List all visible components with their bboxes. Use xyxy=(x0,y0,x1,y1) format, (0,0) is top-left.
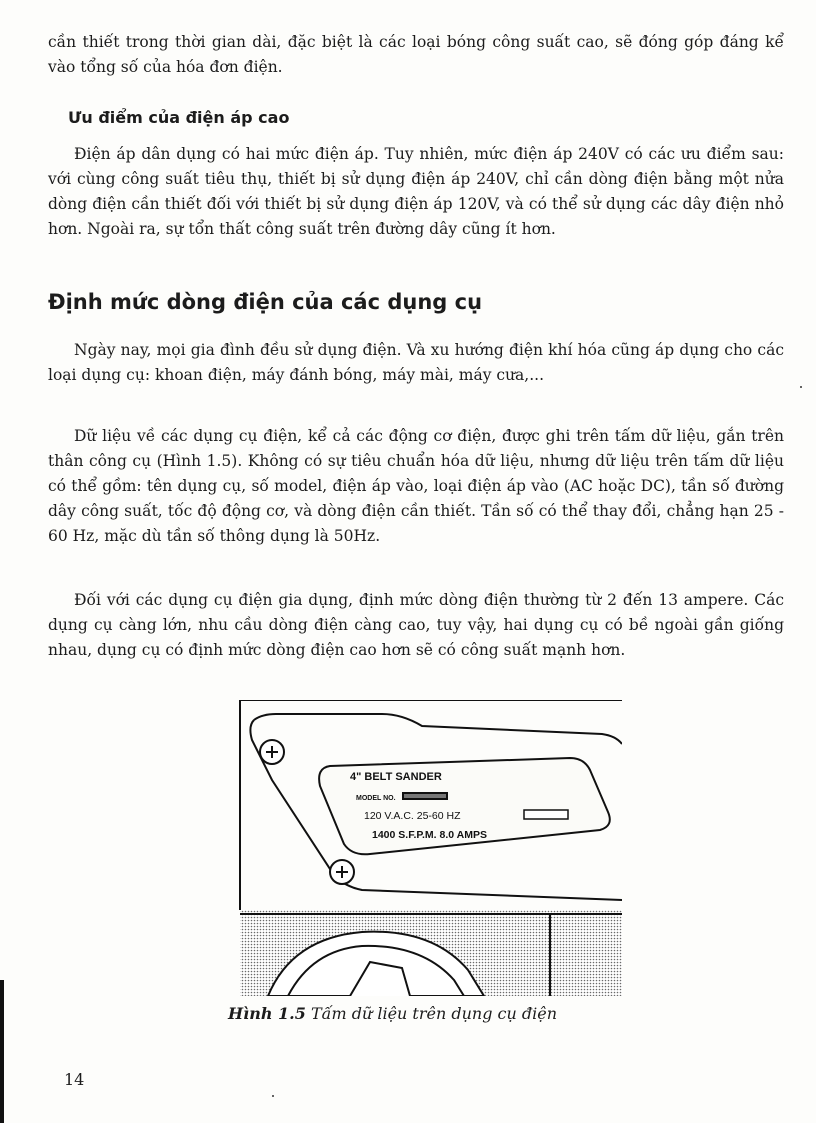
figure-caption-text: Tấm dữ liệu trên dụng cụ điện xyxy=(305,1004,558,1023)
paragraph-current-range: Đối với các dụng cụ điện gia dụng, định mức dòng điện thường từ 2 đến 13 ampere. Các dụng cụ càng lớn, nhu cầu dòng điện càng cao, tuy vậy, hai dụng cụ có bề ngoài gần giống nhau, dụng cụ có định mức dòng điện cao hơn sẽ có công suất mạnh hơn. xyxy=(48,591,784,659)
paragraph-data-plate: Dữ liệu về các dụng cụ điện, kể cả các động cơ điện, được ghi trên tấm dữ liệu, gắn trên thân công cụ (Hình 1.5). Không có sự tiêu chuẩn hóa dữ liệu, nhưng dữ liệu trên tấm dữ liệu có thể gồm: tên dụng cụ, số model, điện áp vào, loại điện áp vào (AC hoặc DC), tần số đường dây công suất, tốc độ động cơ, và dòng điện cần thiết. Tần số có thể thay đổi, chẳng hạn 25 - 60 Hz, mặc dù tần số thông dụng là 50Hz. xyxy=(48,427,784,545)
panel-outline-top xyxy=(254,714,622,744)
paragraph-continuation: cần thiết trong thời gian dài, đặc biệt là các loại bóng công suất cao, sẽ đóng góp đáng kể vào tổng số của hóa đơn điện. xyxy=(48,33,784,76)
section-heading-high-voltage: Ưu điểm của điện áp cao xyxy=(68,108,290,127)
figure-data-plate-illustration xyxy=(232,700,622,996)
plate-tool-name: 4" BELT SANDER xyxy=(350,771,442,783)
plate-blank-box xyxy=(524,810,568,819)
page-number: 14 xyxy=(64,1070,85,1089)
scan-edge-shadow xyxy=(0,980,4,1123)
screw-top-icon xyxy=(260,740,284,764)
paragraph-high-voltage: Điện áp dân dụng có hai mức điện áp. Tuy nhiên, mức điện áp 240V có các ưu điểm sau: với cùng công suất tiêu thụ, thiết bị sử dụng điện áp 240V, chỉ cần dòng điện bằng một nửa dòng điện cần thiết đối với thiết bị sử dụng điện áp 120V, và có thể sử dụng các dây điện nhỏ hơn. Ngoài ra, sự tổn thất công suất trên đường dây cũng ít hơn. xyxy=(48,145,784,238)
section-heading-current-rating: Định mức dòng điện của các dụng cụ xyxy=(48,290,483,314)
speck xyxy=(800,386,802,388)
plate-speed-current: 1400 S.F.P.M. 8.0 AMPS xyxy=(372,829,487,841)
figure-caption-label: Hình 1.5 xyxy=(228,1004,306,1023)
plate-model-label: MODEL NO. xyxy=(356,795,396,802)
plate-voltage-frequency: 120 V.A.C. 25-60 HZ xyxy=(364,810,461,822)
speck xyxy=(272,1095,274,1097)
plate-model-number-fill xyxy=(404,794,446,798)
screw-bottom-icon xyxy=(330,860,354,884)
figure-caption xyxy=(228,1004,648,1023)
paragraph-tools-intro: Ngày nay, mọi gia đình đều sử dụng điện. Và xu hướng điện khí hóa cũng áp dụng cho các loại dụng cụ: khoan điện, máy đánh bóng, máy mài, máy cưa,... xyxy=(48,341,784,384)
